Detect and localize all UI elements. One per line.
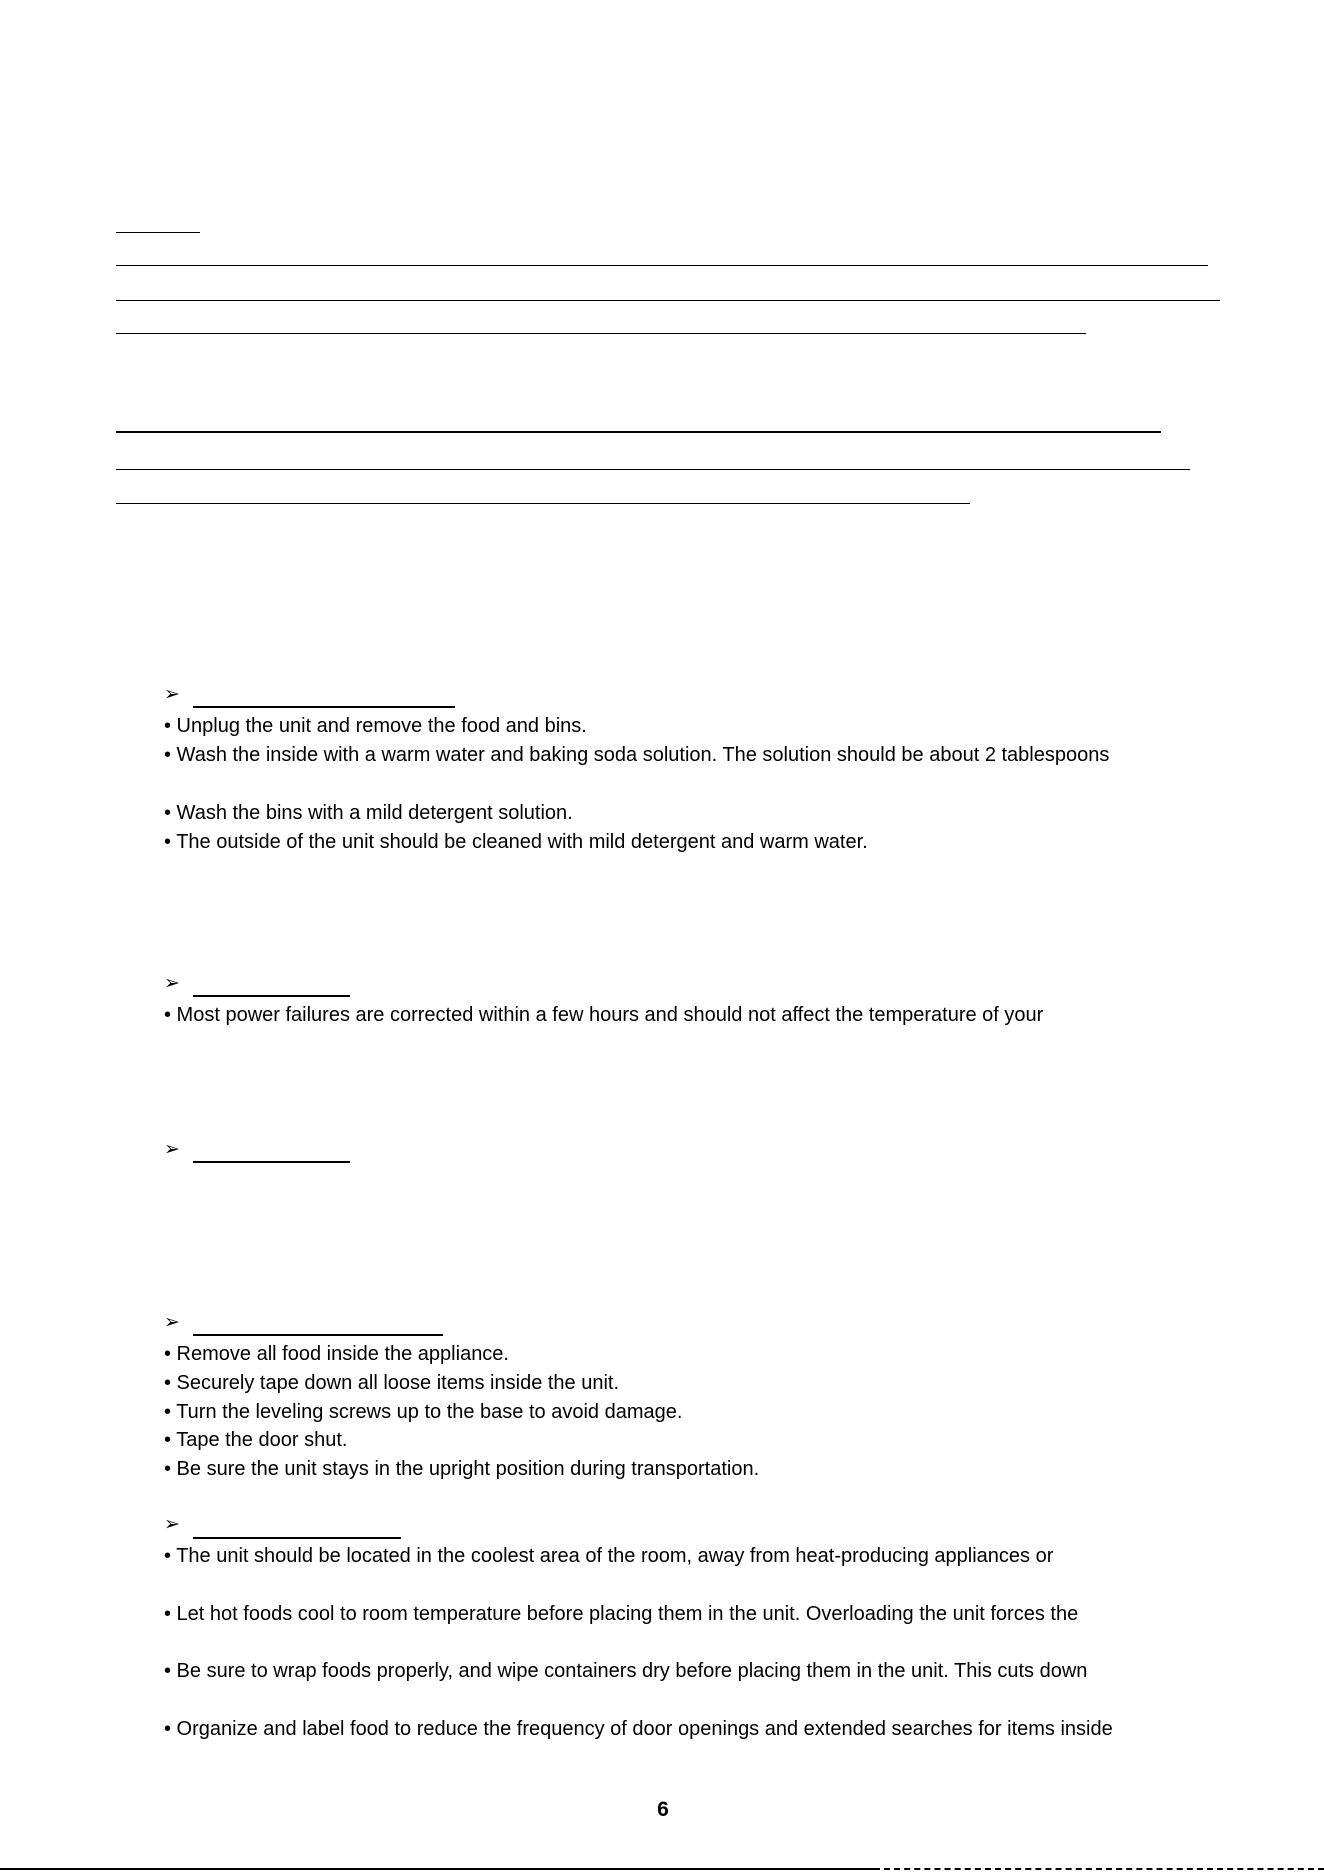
bullet-text: • Wash the inside with a warm water and baking soda solution. The solution should be about 2 tablespoons [164, 744, 1110, 766]
bullet-text: • Tape the door shut. [164, 1429, 348, 1451]
section-heading-underline [193, 1537, 401, 1539]
section-heading-underline [193, 1161, 350, 1163]
arrow-bullet-icon: ➢ [164, 684, 180, 705]
section-heading-underline [193, 995, 350, 997]
bullet-text: • Be sure to wrap foods properly, and wipe containers dry before placing them in the unit. This cuts down [164, 1660, 1088, 1682]
bullet-text: • Organize and label food to reduce the frequency of door openings and extended searches for items inside [164, 1718, 1113, 1740]
heading-underline [116, 431, 1161, 433]
bullet-text: • Unplug the unit and remove the food and bins. [164, 715, 587, 737]
bullet-text: • Most power failures are corrected within a few hours and should not affect the temperature of your [164, 1004, 1044, 1026]
text-underline [116, 469, 1190, 470]
bullet-text: • Wash the bins with a mild detergent solution. [164, 802, 573, 824]
bullet-text: • Remove all food inside the appliance. [164, 1343, 509, 1365]
text-underline [116, 503, 970, 504]
heading-underline [116, 232, 200, 233]
bullet-text: • The outside of the unit should be cleaned with mild detergent and warm water. [164, 831, 868, 853]
text-underline [116, 265, 1208, 266]
bullet-text: • The unit should be located in the coolest area of the room, away from heat-producing appliances or [164, 1545, 1054, 1567]
arrow-bullet-icon: ➢ [164, 973, 180, 994]
section-heading-underline [193, 706, 455, 708]
arrow-bullet-icon: ➢ [164, 1514, 180, 1535]
bullet-text: • Securely tape down all loose items inside the unit. [164, 1372, 620, 1394]
arrow-bullet-icon: ➢ [164, 1312, 180, 1333]
bullet-text: • Turn the leveling screws up to the base to avoid damage. [164, 1401, 683, 1423]
bullet-text: • Let hot foods cool to room temperature before placing them in the unit. Overloading the unit forces the [164, 1603, 1079, 1625]
page-number: 6 [657, 1798, 669, 1821]
section-heading-underline [193, 1334, 443, 1336]
footer-divider [884, 1868, 1324, 1870]
text-underline [116, 333, 1086, 334]
text-underline [116, 300, 1220, 301]
footer-divider [0, 1868, 880, 1870]
bullet-text: • Be sure the unit stays in the upright position during transportation. [164, 1458, 760, 1480]
arrow-bullet-icon: ➢ [164, 1139, 180, 1160]
